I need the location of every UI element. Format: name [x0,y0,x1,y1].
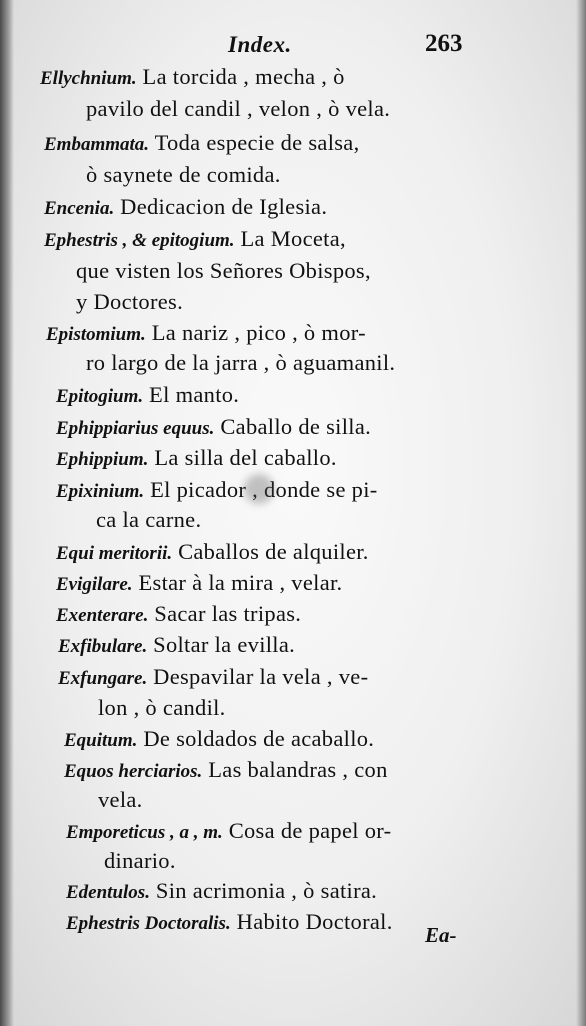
catchword: Ea- [425,923,457,947]
index-entry [58,662,368,694]
entry-term: Epitogium. [56,386,144,407]
entry-definition: que visten los Señores Obispos, [76,258,371,283]
index-entry-continuation [86,94,390,124]
entry-definition: y Doctores. [76,289,184,314]
index-entry-continuation [96,505,201,535]
entry-definition: Toda especie de salsa, [154,130,360,155]
entry-definition: ca la carne. [96,507,202,532]
entry-definition: Habito Doctoral. [236,909,393,934]
entry-term: Equos herciarios. [64,761,203,782]
entry-definition: Soltar la evilla. [153,632,296,657]
entry-definition: El picador , donde se pi- [150,477,378,502]
index-entry [44,192,327,224]
index-entry-continuation [86,160,281,190]
entry-definition: La nariz , pico , ò mor- [151,320,366,345]
index-entry [44,224,346,256]
entry-term: Ellychnium. [40,68,137,89]
entry-definition: Caballos de alquiler. [178,539,369,564]
index-entry [66,907,393,939]
entry-definition: ò saynete de comida. [86,162,281,187]
index-entry [56,599,301,631]
entry-term: Exfibulare. [58,636,148,657]
index-entry [44,128,360,160]
entry-term: Equitum. [64,730,138,751]
entry-definition: dinario. [104,848,176,873]
ink-smudge [244,474,274,504]
index-entry [56,568,342,600]
entry-definition: vela. [98,787,143,812]
entry-term: Embammata. [44,134,150,155]
entry-term: Ephestris Doctoralis. [66,913,231,934]
entry-term: Exenterare. [56,605,149,626]
page-number: 263 [425,30,463,57]
entry-definition: La silla del caballo. [154,445,337,470]
entry-definition: Despavilar la vela , ve- [153,664,369,689]
entry-definition: Sin acrimonia , ò satira. [155,878,378,903]
index-entry [56,443,337,475]
index-entry [66,816,391,848]
entry-definition: El manto. [149,382,240,407]
running-head: Index. [228,32,292,57]
index-entry-continuation [76,256,371,286]
entry-term: Evigilare. [56,574,133,595]
index-entry [58,630,295,662]
entry-definition: ro largo de la jarra , ò aguamanil. [86,350,396,375]
entry-definition: Cosa de papel or- [228,818,392,843]
index-entry [56,412,371,444]
entry-definition: Caballo de silla. [220,414,372,439]
entry-term: Exfungare. [58,668,148,689]
entry-definition: pavilo del candil , velon , ò vela. [86,96,391,121]
index-entry-continuation [76,287,183,317]
entry-term: Ephippiarius equus. [56,418,215,439]
entry-term: Ephestris , & epitogium. [44,230,235,251]
index-entry [40,62,345,94]
index-entry-continuation [98,785,143,815]
index-entry [56,475,378,507]
entry-term: Edentulos. [66,882,150,903]
index-entry-continuation [104,846,176,876]
index-entry [66,876,377,908]
index-entry [64,724,374,756]
entry-term: Emporeticus , a , m. [66,822,223,843]
entry-definition: Estar à la mira , velar. [138,570,343,595]
entry-definition: La Moceta, [240,226,346,251]
entry-definition: Las balandras , con [208,757,388,782]
entry-definition: De soldados de acaballo. [143,726,375,751]
index-entry [56,380,239,412]
index-entry [46,318,366,350]
index-entry-continuation [98,693,226,723]
entry-definition: Dedicacion de Iglesia. [120,194,328,219]
entry-term: Ephippium. [56,449,149,470]
entry-definition: La torcida , mecha , ò [142,64,345,89]
entry-definition: Sacar las tripas. [154,601,302,626]
index-entry [56,537,369,569]
entry-definition: lon , ò candil. [98,695,226,720]
entry-term: Epistomium. [46,324,146,345]
index-entry-continuation [86,348,395,378]
entry-term: Equi meritorii. [56,543,173,564]
index-entry [64,755,388,787]
entry-term: Epixinium. [56,481,145,502]
entry-term: Encenia. [44,198,115,219]
